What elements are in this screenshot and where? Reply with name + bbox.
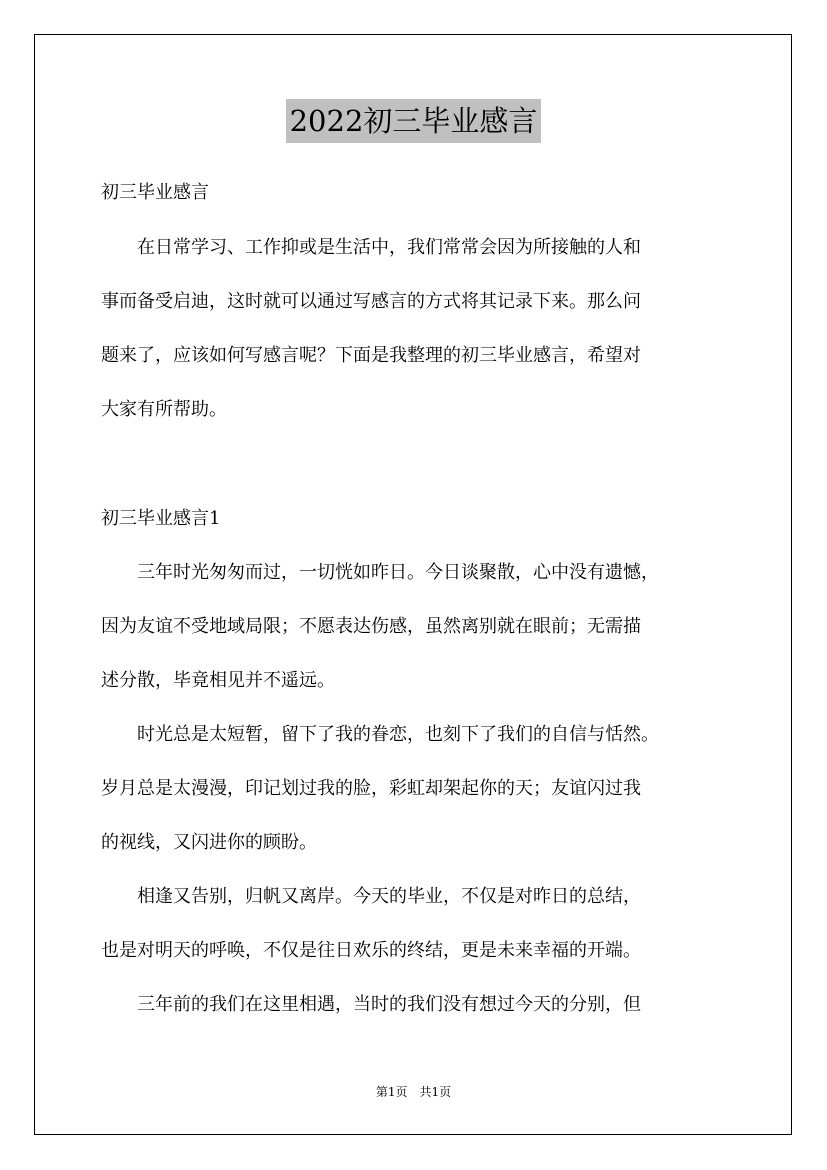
intro-line: 大家有所帮助。 [101,399,227,420]
body-line: 岁月总是太漫漫，印记划过我的脸，彩虹却架起你的天；友谊闪过我 [101,778,641,799]
section-heading: 初三毕业感言1 [101,508,221,529]
body-line: 述分散，毕竟相见并不遥远。 [101,670,335,691]
subtitle: 初三毕业感言 [101,182,209,203]
title-container [0,99,827,143]
body-line: 相逢又告别，归帆又离岸。今天的毕业，不仅是对昨日的总结， [101,886,641,907]
page-number: 第1页 共1页 [375,1085,452,1099]
body-line: 三年前的我们在这里相遇，当时的我们没有想过今天的分别，但 [101,994,641,1015]
intro-line: 事而备受启迪，这时就可以通过写感言的方式将其记录下来。那么问 [101,291,641,312]
body-line: 三年时光匆匆而过，一切恍如昨日。今日谈聚散，心中没有遗憾， [101,562,659,583]
body-line: 因为友谊不受地域局限；不愿表达伤感，虽然离别就在眼前；无需描 [101,616,641,637]
body-line: 的视线，又闪进你的顾盼。 [101,832,317,853]
body-line: 也是对明天的呼唤，不仅是往日欢乐的终结，更是未来幸福的开端。 [101,940,641,961]
document-title: 2022初三毕业感言 [286,99,542,143]
intro-line: 题来了，应该如何写感言呢？下面是我整理的初三毕业感言，希望对 [101,345,641,366]
intro-line: 在日常学习、工作抑或是生活中，我们常常会因为所接触的人和 [101,237,641,258]
body-line: 时光总是太短暂，留下了我的眷恋，也刻下了我们的自信与恬然。 [101,724,659,745]
